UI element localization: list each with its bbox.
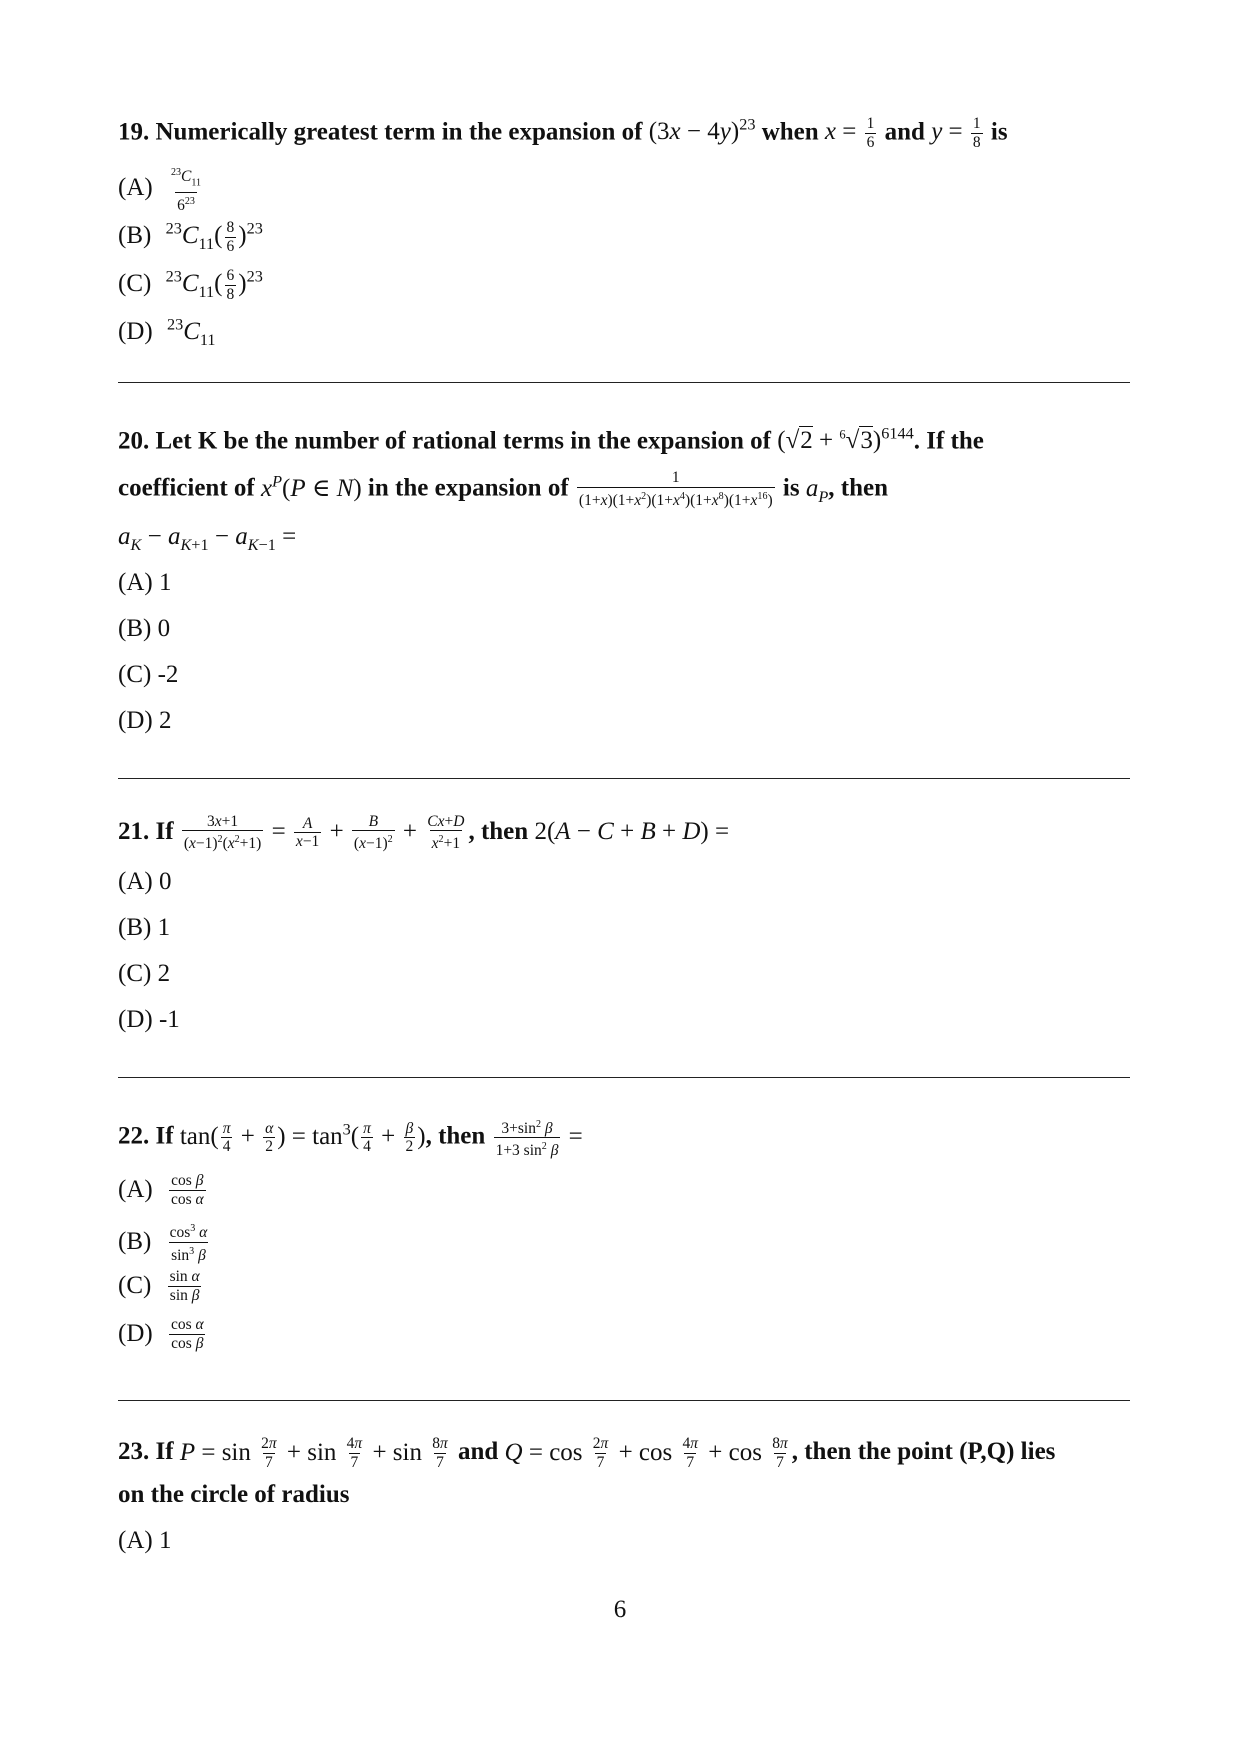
option-label: (B) 0 xyxy=(118,614,171,642)
question-text: in the expansion of xyxy=(367,474,569,502)
question-number: 21. xyxy=(118,817,150,845)
question-22-stem xyxy=(118,1112,1130,1160)
question-number: 20. xyxy=(118,427,150,455)
question-23-stem-line-2 xyxy=(118,1478,1130,1512)
question-20-stem xyxy=(118,417,1130,458)
question-text: If xyxy=(155,1438,174,1466)
option-label: (D) xyxy=(118,318,153,346)
option-b[interactable] xyxy=(118,911,1130,945)
question-number: 23. xyxy=(118,1438,150,1466)
option-a[interactable] xyxy=(118,865,1130,899)
option-label: (D) -1 xyxy=(118,1006,180,1034)
question-text: is xyxy=(782,474,800,502)
divider xyxy=(118,1077,1130,1078)
question-text: coefficient of xyxy=(118,474,255,502)
option-label: (A) xyxy=(118,1175,153,1203)
math-expression: $a_K - a_{K+1} - a_{K-1}$ = xyxy=(118,522,297,554)
question-number: 22. xyxy=(118,1122,150,1150)
math-expression: $(3x - 4y)^{23}$ xyxy=(648,116,756,146)
math-expression: P = sin $\frac{2\pi}{7}$ + sin $\frac{4\pi}{7}$ + sin $\frac{8\pi}{7}$ xyxy=(179,1435,448,1472)
question-19-stem xyxy=(118,108,1130,152)
math-expression: $\frac{^{23}C_{11}}{6^{23}}$ xyxy=(170,166,202,215)
question-19 xyxy=(118,108,1130,350)
question-text: Let K be the number of rational terms in the expansion of xyxy=(155,427,771,455)
option-label: (D) xyxy=(118,1319,153,1347)
math-expression: $a_P$ xyxy=(805,474,829,506)
math-expression: $x^P(P$ ∈ N) xyxy=(260,472,362,502)
option-a[interactable] xyxy=(118,1172,1130,1216)
option-label: (D) 2 xyxy=(118,706,172,734)
question-text: and xyxy=(457,1438,499,1466)
question-text: , then the point (P,Q) lies xyxy=(791,1438,1056,1466)
option-label: (C) xyxy=(118,270,152,298)
divider xyxy=(118,1400,1130,1401)
math-expression: $^{23}C_{11}$ xyxy=(166,315,216,350)
option-label: (A) xyxy=(118,174,153,202)
option-b[interactable] xyxy=(118,212,1130,256)
question-23-stem xyxy=(118,1435,1130,1472)
question-text: . If the xyxy=(913,427,984,455)
option-d[interactable] xyxy=(118,308,1130,350)
question-20-expression xyxy=(118,520,1130,554)
option-c[interactable] xyxy=(118,957,1130,991)
math-expression: $\frac{1}{(1+x)(1+x^2)(1+x^4)(1+x^8)(1+x^{16})}$ xyxy=(578,469,773,510)
option-label: (A) 1 xyxy=(118,568,172,596)
question-text: , then xyxy=(425,1122,486,1150)
question-page xyxy=(118,108,1130,1570)
question-text: on the circle of radius xyxy=(118,1481,350,1509)
divider xyxy=(118,778,1130,779)
math-expression: Q = cos $\frac{2\pi}{7}$ + cos $\frac{4\pi}{7}$ + cos $\frac{8\pi}{7}$ xyxy=(504,1435,788,1472)
question-text: If xyxy=(155,817,174,845)
option-a[interactable] xyxy=(118,566,1130,600)
option-d[interactable] xyxy=(118,704,1130,738)
question-text: , then xyxy=(828,474,889,502)
question-text: Numerically greatest term in the expansion of xyxy=(155,118,643,146)
question-21-stem xyxy=(118,813,1130,854)
question-text: is xyxy=(990,118,1008,146)
option-c[interactable] xyxy=(118,1268,1130,1312)
question-20-stem-line-2 xyxy=(118,464,1130,513)
option-b[interactable] xyxy=(118,1220,1130,1264)
option-label: (A) 1 xyxy=(118,1527,172,1555)
page-number: 6 xyxy=(613,1596,627,1623)
question-text: when xyxy=(761,118,819,146)
math-expression: y = $\frac{1}{8}$ xyxy=(931,115,981,152)
option-label: (B) xyxy=(118,222,152,250)
math-expression: x = $\frac{1}{6}$ xyxy=(824,115,875,152)
question-text: , then xyxy=(468,817,529,845)
option-label: (C) xyxy=(118,1271,152,1299)
option-a[interactable] xyxy=(118,1524,1130,1558)
question-21 xyxy=(118,813,1130,1038)
question-20 xyxy=(118,417,1130,738)
option-d[interactable] xyxy=(118,1003,1130,1037)
question-text: and xyxy=(884,118,925,146)
math-expression: $\frac{3+\sin^2 \beta}{1+3 \sin^2 \beta}$ = xyxy=(495,1118,583,1160)
option-label: (C) 2 xyxy=(118,960,171,988)
math-expression: $\frac{\text{cos β}}{\text{cos α}}$ xyxy=(170,1172,204,1209)
question-22 xyxy=(118,1112,1130,1360)
option-d[interactable] xyxy=(118,1316,1130,1360)
math-expression: $(√2 + ^6√3)^{6144}$ xyxy=(777,424,914,455)
question-text: If xyxy=(155,1122,174,1150)
option-label: (A) 0 xyxy=(118,868,172,896)
option-c[interactable] xyxy=(118,260,1130,304)
option-label: (B) 1 xyxy=(118,914,171,942)
option-label: (C) -2 xyxy=(118,660,179,688)
option-b[interactable] xyxy=(118,612,1130,646)
question-number: 19. xyxy=(118,118,150,146)
math-expression: 2(A − C + B + D) = xyxy=(534,817,730,845)
math-expression: $\frac{\text{sin α}}{\text{sin β}}$ xyxy=(169,1268,200,1305)
math-expression: $^{23}C_{11}$( $\frac{6}{8}$ )$^{23}$ xyxy=(165,267,263,304)
math-expression: $^{23}C_{11}$( $\frac{8}{6}$ )$^{23}$ xyxy=(165,219,263,256)
option-label: (B) xyxy=(118,1227,152,1255)
math-expression: $\frac{\cos^3 \alpha}{\sin^3 \beta}$ xyxy=(169,1223,208,1265)
option-a[interactable] xyxy=(118,164,1130,215)
math-expression: $\frac{\text{cos α}}{\text{cos β}}$ xyxy=(170,1316,204,1353)
option-c[interactable] xyxy=(118,658,1130,692)
divider xyxy=(118,382,1130,383)
math-expression: $\frac{3x+1}{(x-1)^2(x^2+1)}$ = $\frac{A}{x-1}$ + $\frac{B}{(x-1)^2}$ + $\frac{Cx+D}{x^2+1}$ xyxy=(183,812,465,853)
question-23 xyxy=(118,1435,1130,1558)
math-expression: tan( $\frac{\pi}{4}$ + $\frac{\alpha}{2}$ ) = $\tan^3$( $\frac{\pi}{4}$ + $\frac{\beta}{2}$ ) xyxy=(179,1119,426,1156)
